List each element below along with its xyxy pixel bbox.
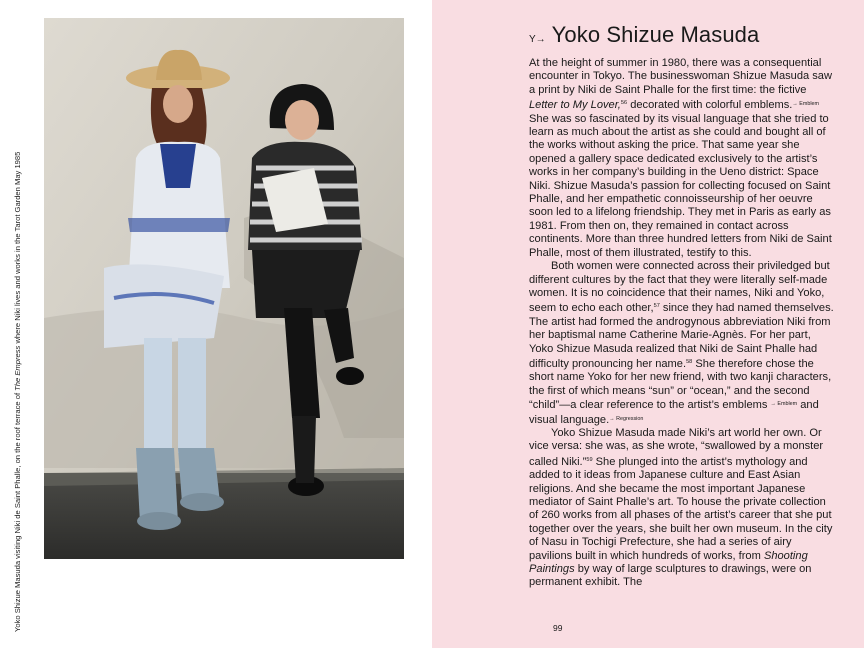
footnote-ref[interactable]: 58 bbox=[686, 358, 693, 365]
photograph-image bbox=[44, 18, 404, 559]
cross-reference-regression[interactable]: → Regression bbox=[609, 415, 644, 422]
caption-text-end: where Niki lives and works in the Tarot Garden May 1985 bbox=[13, 151, 22, 346]
caption-text: Yoko Shizue Masuda visiting Niki de Saint Phalle, on the roof terrace of bbox=[13, 390, 22, 632]
paragraph-2: Both women were connected across their priviledged but different cultures by the fact that they were literally self-made women. It is no coincidence that their names, Niki and Yoko, seem to echo each other,$^{57}$ since they had named themselves. The artist had formed the androgynous abbreviation Niki from her baptismal name Catherine Marie-Agnès. For her part, Yoko Shizue Masuda realized that Niki de Saint Phalle had difficulty pronouncing her name.$^{58}$ She therefore chose the short name Yoko for her new friend, with two kanji characters, the first of which means “sun” or “ocean,” and the second “child”—a clear reference to the artist’s emblems $^{\to Emblem}$ and visual language.$^{\to Regression}$ bbox=[529, 260, 834, 426]
footnote-ref[interactable]: 59 bbox=[586, 456, 593, 463]
footnote-ref[interactable]: 57 bbox=[653, 303, 660, 310]
entry-heading bbox=[529, 22, 759, 48]
cross-reference-emblem[interactable]: → Emblem bbox=[770, 401, 798, 408]
artwork-title: Letter to My Lover, bbox=[529, 99, 621, 112]
caption-italic-title: The Empress bbox=[13, 345, 22, 391]
cross-reference-emblem[interactable]: → Emblem bbox=[792, 101, 820, 108]
paragraph-1: At the height of summer in 1980, there was a consequential encounter in Tokyo. The businesswoman Shizue Masuda saw a print by Niki de Saint Phalle for the first time: the fictive Letter to My Lover,$^{56}$ decorated with colorful emblems.$^{\to Emblem}$ She was so fascinated by its visual language that she tried to learn as much about the artist as she could and bought all of the works without asking the price. That same year she opened a gallery space dedicated exclusively to the artist’s works in her company’s building in the Ueno district: Space Niki. Shizue Masuda’s passion for collecting focused on Saint Phalle, and her empathetic connoisseurship of her oeuvre soon led to a lifelong friendship. They met in Paris as early as 1981. From then on, they remained in contact across continents. More than three hundred letters from Niki de Saint Phalle, most of them illustrated, testify to this. bbox=[529, 57, 832, 259]
letter-marker: Y→ bbox=[529, 34, 546, 45]
body-text bbox=[529, 57, 837, 590]
photo-caption bbox=[13, 32, 23, 632]
artwork-title: Shooting Paintings bbox=[529, 549, 808, 576]
footnote-ref[interactable]: 56 bbox=[620, 100, 628, 107]
paragraph-3: Yoko Shizue Masuda made Niki’s art world her own. Or vice versa: she was, as she wrote, “swallowed by a monster called Niki.”$^{59}$ She plunged into the artist’s mythology and added to it ideas from Japanese culture and East Asian religions. And she became the most important Japanese mediator of Saint Phalle’s art. To house the private collection of 260 works from all phases of the artist’s career that she put together over the years, she built her own museum. In the city of Nasu in Tochigi Prefecture, she had a series of airy pavilions built in which hundreds of works, from Shooting Paintings by way of large sculptures to drawings, were on permanent exhibit. The bbox=[529, 426, 833, 589]
page-number: 99 bbox=[553, 623, 563, 633]
page-title: Yoko Shizue Masuda bbox=[551, 22, 760, 47]
photograph bbox=[44, 18, 404, 559]
